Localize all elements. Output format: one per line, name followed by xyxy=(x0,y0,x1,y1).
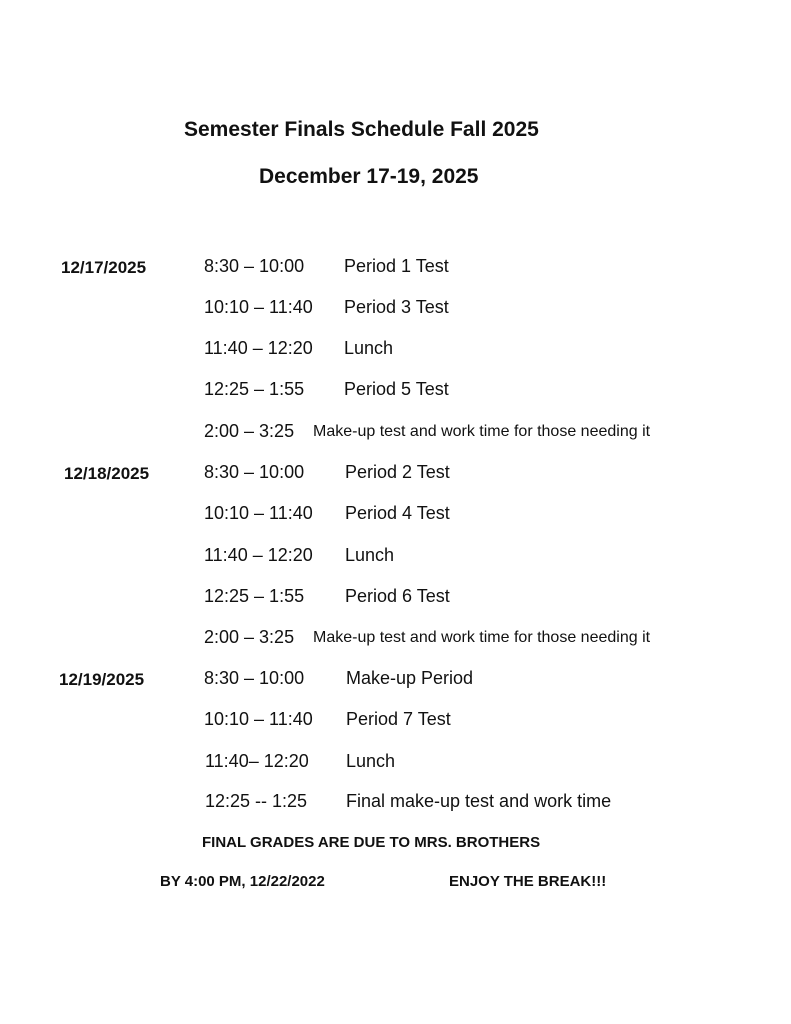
row-time: 12:25 – 1:55 xyxy=(204,379,305,399)
row-activity: Lunch xyxy=(345,545,395,565)
row-time: 8:30 – 10:00 xyxy=(204,256,305,276)
page-subtitle: December 17-19, 2025 xyxy=(259,165,479,188)
enjoy-break-note: ENJOY THE BREAK!!! xyxy=(449,873,607,890)
page-title: Semester Finals Schedule Fall 2025 xyxy=(184,118,539,141)
grades-due-notice: FINAL GRADES ARE DUE TO MRS. BROTHERS xyxy=(202,834,541,851)
row-activity: Period 7 Test xyxy=(346,709,451,729)
row-activity: Lunch xyxy=(346,751,396,771)
row-time: 2:00 – 3:25 xyxy=(204,421,295,441)
row-activity: Make-up test and work time for those needing it xyxy=(313,629,651,646)
row-time: 8:30 – 10:00 xyxy=(204,668,305,688)
row-time: 11:40 – 12:20 xyxy=(204,545,313,565)
row-time: 8:30 – 10:00 xyxy=(204,462,305,482)
day-date: 12/18/2025 xyxy=(64,464,150,483)
row-time: 10:10 – 11:40 xyxy=(204,297,313,317)
row-activity: Period 5 Test xyxy=(344,379,449,399)
row-activity: Period 3 Test xyxy=(344,297,449,317)
grades-due-deadline: BY 4:00 PM, 12/22/2022 xyxy=(160,873,325,890)
row-time: 2:00 – 3:25 xyxy=(204,627,295,647)
row-activity: Final make-up test and work time xyxy=(346,791,612,811)
row-activity: Period 4 Test xyxy=(345,503,450,523)
row-activity: Lunch xyxy=(344,338,394,358)
row-time: 10:10 – 11:40 xyxy=(204,709,313,729)
row-activity: Make-up test and work time for those needing it xyxy=(313,423,651,440)
row-activity: Period 6 Test xyxy=(345,586,450,606)
row-activity: Make-up Period xyxy=(346,668,474,688)
row-activity: Period 1 Test xyxy=(344,256,449,276)
row-time: 11:40– 12:20 xyxy=(205,751,309,771)
row-time: 10:10 – 11:40 xyxy=(204,503,313,523)
day-date: 12/19/2025 xyxy=(59,670,145,689)
row-time: 11:40 – 12:20 xyxy=(204,338,313,358)
day-date: 12/17/2025 xyxy=(61,258,147,277)
row-time: 12:25 -- 1:25 xyxy=(205,791,308,811)
row-activity: Period 2 Test xyxy=(345,462,450,482)
row-time: 12:25 – 1:55 xyxy=(204,586,305,606)
